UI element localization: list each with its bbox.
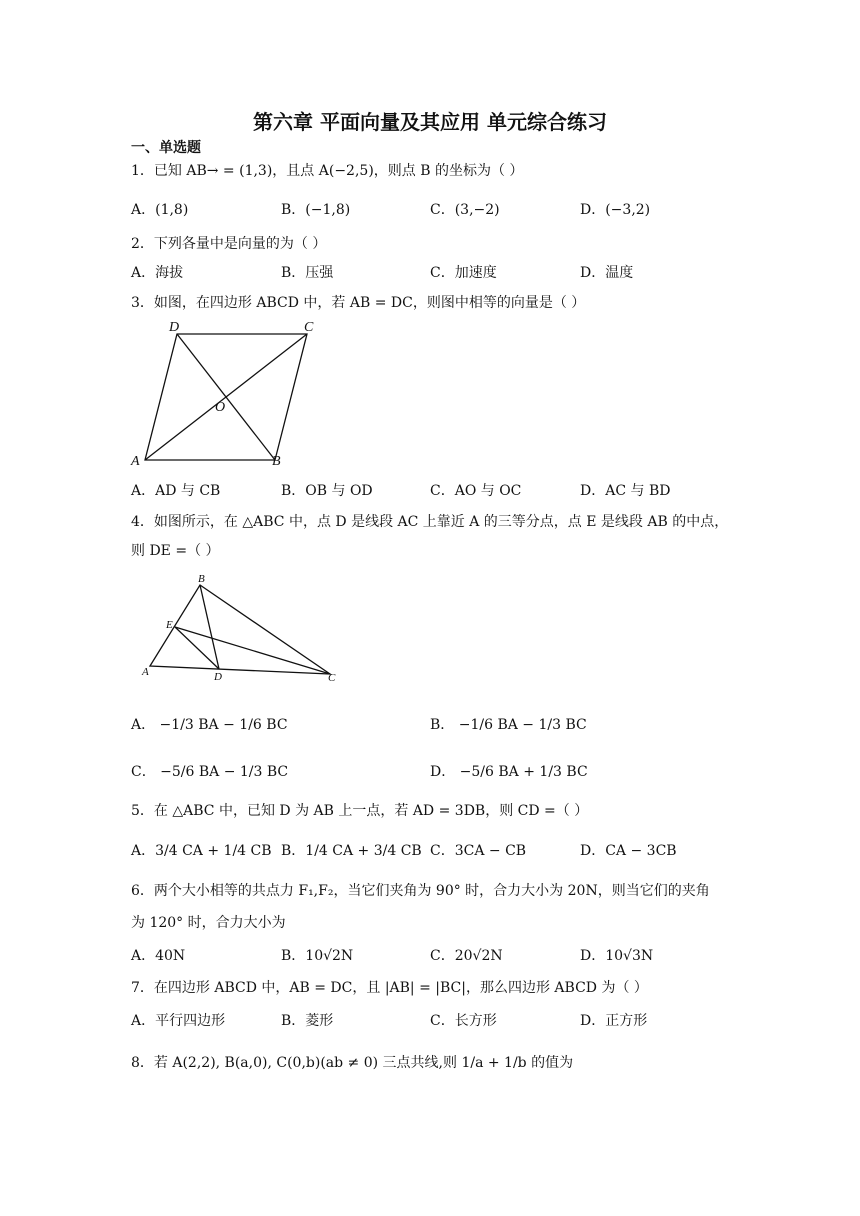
q1-option-b: B．(−1,8): [281, 202, 351, 218]
q1-option-d: D．(−3,2): [580, 202, 651, 218]
question-6-stem-cont: 为 120° 时，合力大小为: [131, 915, 286, 931]
label-b: B: [272, 454, 281, 469]
question-8-stem: 8．若 A(2,2), B(a,0), C(0,b)(ab ≠ 0) 三点共线,则 1/a + 1/b 的值为: [131, 1055, 574, 1071]
question-6-stem: 6．两个大小相等的共点力 F₁,F₂，当它们夹角为 90° 时，合力大小为 20N，则当它们的夹角: [131, 883, 710, 899]
q3-option-d: D．AC 与 BD: [580, 483, 671, 499]
triangle-figure: [138, 570, 343, 685]
q4-option-d: D． −5/6 BA + 1/3 BC: [430, 764, 588, 780]
question-2-stem: 2．下列各量中是向量的为（ ）: [131, 236, 327, 252]
label-e: E: [166, 619, 173, 631]
question-3-stem: 3．如图，在四边形 ABCD 中，若 AB = DC，则图中相等的向量是（ ）: [131, 295, 586, 311]
question-4-stem: 4．如图所示，在 △ABC 中，点 D 是线段 AC 上靠近 A 的三等分点，点 E 是线段 AB 的中点，: [131, 514, 729, 530]
q7-option-d: D．正方形: [580, 1013, 648, 1029]
q6-option-a: A．40N: [131, 948, 186, 964]
segment-bd: [200, 585, 219, 669]
q7-option-c: C．长方形: [430, 1013, 497, 1029]
label-b: B: [198, 573, 205, 585]
q5-option-d: D．CA − 3CB: [580, 843, 677, 859]
q7-option-a: A．平行四边形: [131, 1013, 226, 1029]
q5-option-a: A．3/4 CA + 1/4 CB: [131, 843, 272, 859]
q3-option-c: C．AO 与 OC: [430, 483, 522, 499]
label-d: D: [169, 320, 180, 335]
section-heading: 一、单选题: [131, 140, 201, 156]
q2-option-d: D．温度: [580, 265, 634, 281]
q1-option-c: C．(3,−2): [430, 202, 500, 218]
diagonal-bd: [177, 334, 275, 460]
q6-option-c: C．20√2N: [430, 948, 503, 964]
q6-option-b: B．10√2N: [281, 948, 354, 964]
label-a: A: [142, 666, 149, 678]
q1-option-a: A．(1,8): [131, 202, 189, 218]
label-d: D: [214, 671, 222, 683]
label-o: O: [215, 400, 226, 415]
segment-ec: [175, 627, 330, 674]
q6-option-d: D．10√3N: [580, 948, 654, 964]
q4-option-c: C． −5/6 BA − 1/3 BC: [131, 764, 289, 780]
q7-option-b: B．菱形: [281, 1013, 334, 1029]
q2-option-a: A．海拔: [131, 265, 184, 281]
q4-option-a: A． −1/3 BA − 1/6 BC: [131, 717, 288, 733]
q4-option-b: B． −1/6 BA − 1/3 BC: [430, 717, 587, 733]
question-1-stem: 1．已知 AB→ = (1,3)，且点 A(−2,5)，则点 B 的坐标为（ ）: [131, 163, 524, 179]
label-a: A: [131, 454, 140, 469]
label-c: C: [304, 320, 314, 335]
q2-option-b: B．压强: [281, 265, 334, 281]
question-5-stem: 5．在 △ABC 中，已知 D 为 AB 上一点，若 AD = 3DB，则 CD =（ ）: [131, 803, 589, 819]
label-c: C: [328, 672, 336, 684]
q5-option-b: B．1/4 CA + 3/4 CB: [281, 843, 422, 859]
q2-option-c: C．加速度: [430, 265, 497, 281]
q5-option-c: C．3CA − CB: [430, 843, 527, 859]
quadrilateral-figure: [125, 315, 325, 470]
q3-option-b: B．OB 与 OD: [281, 483, 373, 499]
q3-option-a: A．AD 与 CB: [131, 483, 221, 499]
page-title: 第六章 平面向量及其应用 单元综合练习: [253, 110, 607, 134]
question-4-stem-cont: 则 DE =（ ）: [131, 543, 220, 559]
question-7-stem: 7．在四边形 ABCD 中，AB = DC，且 |AB| = |BC|，那么四边形 ABCD 为（ ）: [131, 980, 648, 996]
